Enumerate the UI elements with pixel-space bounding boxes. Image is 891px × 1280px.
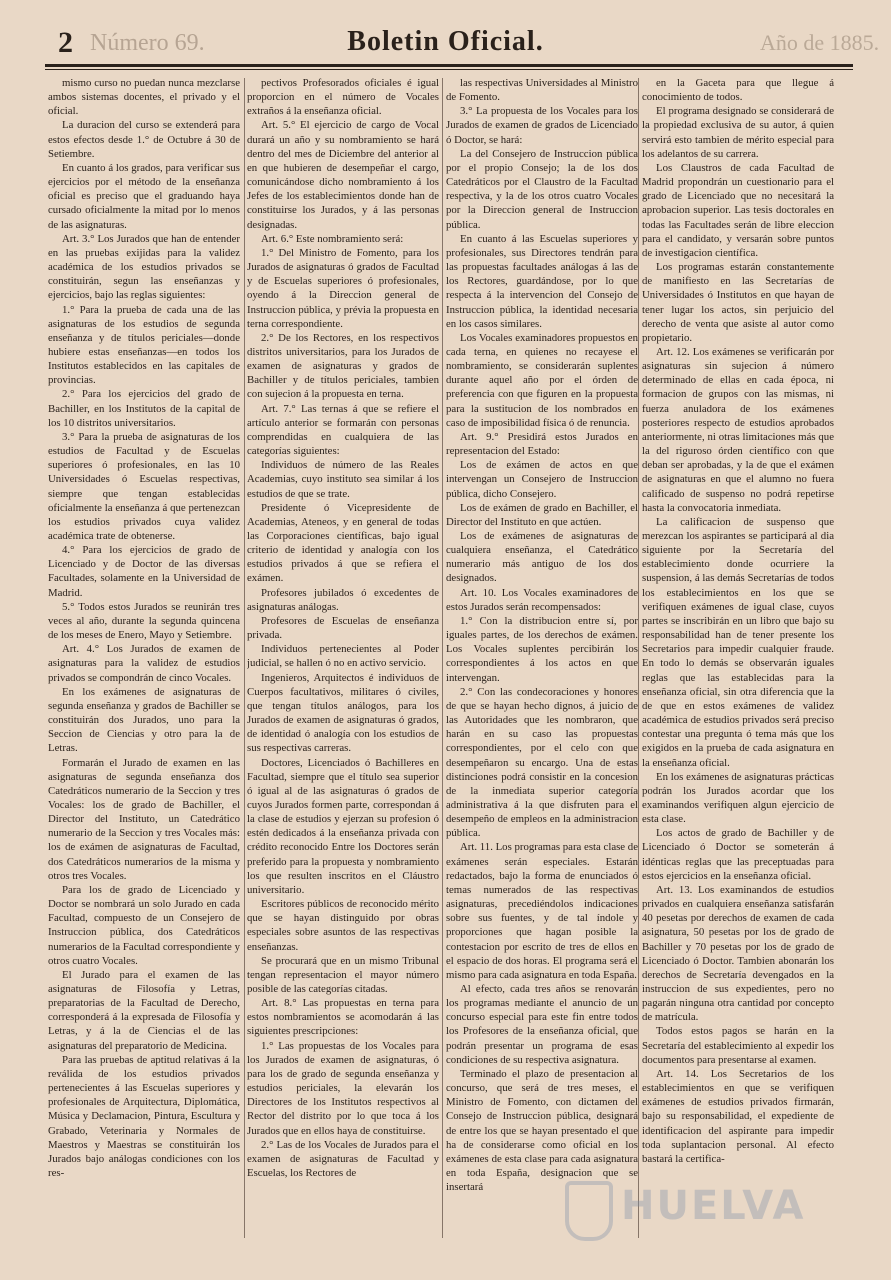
paragraph: pectivos Profesorados oficiales é igual proporcion en el número de Vocales extraños á la enseñanza oficial.	[247, 77, 439, 118]
paragraph: Art. 7.° Las ternas á que se refiere el artículo anterior se formarán con personas comprendidas en cualquiera de las categorías siguientes:	[247, 402, 439, 458]
paragraph: Art. 8.° Las propuestas en terna para estos nombramientos se acomodarán á las siguientes prescripciones:	[247, 997, 439, 1038]
paragraph: 1.° Del Ministro de Fomento, para los Jurados de asignaturas ó grados de Facultad y de Escuelas superiores ó profesionales, oyendo á la Direccion general de Instruccion pública, y prévia la propuesta en terna correspondiente.	[247, 246, 439, 330]
paragraph: 1.° Las propuestas de los Vocales para los Jurados de examen de asignaturas, ó para los de grado de segunda enseñanza y estudios periciales, la elevarán los Directores de los Institutos respectivos al Rector del distrito por lo que toca á los Jurados que en ellos haya de constituirse.	[247, 1039, 439, 1137]
paragraph: Para las pruebas de aptitud relativas á la reválida de los estudios privados pertenecientes á las Escuelas superiores y profesionales de Arquitectura, Diplomática, Música y Declamacion, Pintura, Escultura y Grabado, Veterinaria y Normales de Maestros y Maestras se constituirán los Jurados bajo análogas condiciones con los res-	[48, 1053, 240, 1180]
paragraph: El Jurado para el examen de las asignaturas de Filosofía y Letras, preparatorias de la Facultad de Derecho, corresponderá á la expresada de Filosofía y Letras, y á la de Ciencias el de las asignaturas del preparatorio de Medicina.	[48, 968, 240, 1052]
text-column-1	[48, 76, 240, 1236]
paragraph: Terminado el plazo de presentacion al concurso, que será de tres meses, el Ministro de Fomento, con dictamen del Consejo de Instruccion pública, designará de entre los que se hayan presentado el que ha de considerarse como oficial en los exámenes de esta clase para cada asignatura en toda España, designacion que se insertará	[446, 1067, 638, 1194]
paragraph: Art. 6.° Este nombramiento será:	[261, 232, 404, 245]
paragraph: Para los de grado de Licenciado y Doctor se nombrará un solo Jurado en cada Facultad, compuesto de un Consejero de Instruccion pública, dos Catedráticos numerarios de la Facultad correspondiente y otros cuatro Vocales.	[48, 883, 240, 967]
paragraph: Los de exámenes de asignaturas de cualquiera enseñanza, el Catedrático numerario más antiguo de los dos designados.	[446, 530, 638, 585]
paragraph: 3.° Para la prueba de asignaturas de los estudios de Facultad y de Escuelas superiores ó profesionales, en las 10 Universidades ó Escuelas respectivas, siempre que tengan establecidas oficialmente la enseñanza á que pertenezcan los estudios privados cuya validez académica trate de obtenerse.	[48, 430, 240, 542]
paragraph: 5.° Todos estos Jurados se reunirán tres veces al año, durante la segunda quincena de los meses de Enero, Mayo y Setiembre.	[48, 600, 240, 642]
paragraph: 1.° Con la distribucion entre sí, por iguales partes, de los derechos de exámen. Los Vocales suplentes percibirán los correspondientes á los actos en que intervengan.	[446, 614, 638, 684]
paragraph: las respectivas Universidades al Ministro de Fomento.	[446, 77, 638, 104]
paragraph: 4.° Para los ejercicios de grado de Licenciado y de Doctor de las diversas Facultades, solamente en la Universidad de Madrid.	[48, 544, 240, 599]
paragraph: Art. 13. Los examinandos de estudios privados en cualquiera enseñanza satisfarán 40 pesetas por derechos de examen de cada asignatura, 50 pesetas por los de grado de Bachiller y 70 pesetas por los de grado de Licenciado ó Doctor. Tambien abonarán los derechos de Secretaría devengados en la instruccion de sus expedientes, pero no pagarán ninguna otra cantidad por concepto de matrícula.	[642, 883, 834, 1024]
paragraph: El programa designado se considerará de la propiedad exclusiva de su autor, á quien servirá esto tambien de mérito especial para los adelantos de su carrera.	[642, 105, 834, 160]
column-separator	[442, 78, 443, 1238]
paragraph: Profesores de Escuelas de enseñanza privada.	[247, 614, 439, 642]
paragraph: 2.° Las de los Vocales de Jurados para el examen de asignaturas de Facultad y Escuelas, los Rectores de	[247, 1138, 439, 1180]
page-title: Boletin Oficial.	[347, 26, 544, 57]
paragraph: Art. 11. Los programas para esta clase de exámenes serán especiales. Estarán redactados, bajo la forma de enunciados ó temas numerados de las respectivas asignaturas, precediéndolos indicaciones sobre sus fuentes, y de tal índole y proporciones que hagan posible la contestacion por escrito de tres de ellos en el espacio de dos horas. El programa será el mismo para cada asignatura en toda España.	[446, 841, 638, 981]
paragraph: Se procurará que en un mismo Tribunal tengan representacion el mayor número posible de las categorías citadas.	[247, 954, 439, 995]
paragraph: Los de exámen de actos en que intervengan un Consejero de Instruccion pública, dicho Consejero.	[446, 459, 638, 500]
paragraph: Art. 9.° Presidirá estos Jurados en representacion del Estado:	[446, 430, 638, 458]
paragraph: Ingenieros, Arquitectos é individuos de Cuerpos facultativos, militares ó civiles, que tengan títulos análogos, para los Jurados de examen de asignaturas ó grados, de identidad ó analogía con los estudios de sus respectivas carreras.	[247, 671, 439, 755]
paragraph: en la Gaceta para que llegue á conocimiento de todos.	[642, 77, 834, 104]
paragraph: Todos estos pagos se harán en la Secretaría del establecimiento al expedir los documentos para presentarse al examen.	[642, 1025, 834, 1066]
paragraph: 1.° Para la prueba de cada una de las asignaturas de los estudios de segunda enseñanza y de títulos periciales—donde hubiere estas enseñanzas—en todos los Institutos establecidos en las capitales de provincias.	[48, 303, 240, 387]
paragraph: 2.° Con las condecoraciones y honores de que se hayan hecho dignos, á juicio de las Autoridades que les nombraron, que harán en su caso las propuestas correspondientes, por el celo con que desempeñaron su encargo. Una de estas distinciones podrá consistir en la concesion de la inmediata superior categoría administrativa á la que disfruten para el desempeño de empleos en la administracion pública.	[446, 685, 638, 840]
paragraph: Art. 3.° Los Jurados que han de entender en las pruebas exijidas para la validez académica de los estudios privados se constituirán, segun las enseñanzas y ejercicios, bajo las reglas siguientes:	[48, 232, 240, 302]
paragraph: Art. 14. Los Secretarios de los establecimientos en que se verifiquen exámenes de estudios privados firmarán, bajo su responsabilidad, el expediente de identificacion del aspirante para impedir toda suplantacion personal. Al efecto bastará la certifica-	[642, 1067, 834, 1165]
paragraph: Art. 12. Los exámenes se verificarán por asignaturas sin sujecion á número determinado de ellas en cada época, ni formacion de grupos con las mismas, ni fuerza anuladora de los exámenes posteriores respecto de estudios aprobados anteriormente, ni otras limitaciones más que la del riguroso órden científico con que deban ser aprobadas, y la de que el exámen de asignaturas en que el alumno no fuera calificado de suspenso no podrá repetirse hasta la convocatoria inmediata.	[642, 345, 834, 514]
paragraph: 2.° Para los ejercicios del grado de Bachiller, en los Institutos de la capital de los 10 distritos universitarios.	[48, 388, 240, 429]
archive-watermark	[565, 1175, 865, 1255]
paragraph: Doctores, Licenciados ó Bachilleres en Facultad, siempre que el título sea superior ó igual al de las asignaturas ó grados de cuyos Jurados formen parte, correspondan á la clase de estudios y ejerzan su profesion ó estén dedicados á la enseñanza privada con crédito reconocido Entre los Doctores serán preferido para la propuesta y nombramiento los que resulten inscritos en el Cláustro universitario.	[247, 756, 439, 896]
paragraph: Los Vocales examinadores propuestos en cada terna, en quienes no recayese el nombramiento, se considerarán suplentes durante aquel año por el órden de preferencia con que figuren en la propuesta para la sustitucion de los nombrados en caso de imposibilidad física ó de renuncia.	[446, 331, 638, 429]
paragraph: Individuos pertenecientes al Poder judicial, se hallen ó no en activo servicio.	[247, 643, 439, 670]
text-column-2	[247, 76, 439, 1236]
bleed-through-issue-number: Número 69.	[90, 30, 205, 56]
paragraph: Al efecto, cada tres años se renovarán los programas mediante el anuncio de un concurso especial para este fin entre todos los Profesores de la enseñanza oficial, que podrán presentar un programa de esas condiciones de su respectiva asignatura.	[446, 983, 638, 1066]
paragraph: Profesores jubilados ó excedentes de asignaturas análogas.	[247, 586, 439, 613]
paragraph: Art. 5.° El ejercicio de cargo de Vocal durará un año y su nombramiento se hará dentro del mes de Diciembre del anterior al en que hubieren de desempeñar el cargo, comunicándose dicho nombramiento á los Jefes de los establecimientos donde han de constituirse los Jurados, y á las personas designadas.	[247, 119, 439, 231]
paragraph: 2.° De los Rectores, en los respectivos distritos universitarios, para los Jurados de examen de asignaturas y grados de Bachiller y de títulos periciales, tambien con sujecion á la propuesta en terna.	[247, 331, 439, 401]
paragraph: Los actos de grado de Bachiller y de Licenciado ó Doctor se someterán á idénticas reglas que las preceptuadas para estos ejercicios en la enseñanza oficial.	[642, 827, 834, 882]
paragraph: En los exámenes de asignaturas de segunda enseñanza y grados de Bachiller se constituirán dos Jurados, uno para la Seccion de Ciencias y otro para la de Letras.	[48, 685, 240, 755]
text-column-4	[642, 76, 834, 1236]
paragraph: Art. 10. Los Vocales examinadores de estos Jurados serán recompensados:	[446, 586, 638, 613]
paragraph: En cuanto á las Escuelas superiores y profesionales, sus Directores tendrán para las propuestas facultades análogas á las de los Rectores, guardándose, por lo que respecta á la intervencion del Consejo de Instruccion pública, la identidad necesaria en los casos similares.	[446, 232, 638, 330]
column-separator	[244, 78, 245, 1238]
paragraph: En cuanto á los grados, para verificar sus ejercicios por el método de la enseñanza oficial es preciso que el graduando haya cursado oficialmente la mitad por lo menos de las asignaturas.	[48, 161, 240, 231]
paragraph: Presidente ó Vicepresidente de Academias, Ateneos, y en general de todas las Corporaciones científicas, bajo igual criterio de identidad y analogía con los estudios privados á que se refiera el exámen.	[247, 501, 439, 585]
paragraph: Los de exámen de grado en Bachiller, el Director del Instituto en que actúen.	[446, 501, 638, 528]
paragraph: Los programas estarán constantemente de manifiesto en las Secretarías de Universidades ó Institutos en que hayan de tener lugar los actos, sin perjuicio del derecho de venta que asiste al autor como propietario.	[642, 261, 834, 344]
shield-icon	[565, 1181, 613, 1241]
paragraph: La del Consejero de Instruccion pública por el propio Consejo; la de los dos Catedráticos por el Claustro de la Facultad respectiva, y la de los otros cuatro Vocales por la Direccion general de Instruccion pública.	[446, 147, 638, 231]
page-number: 2	[58, 26, 73, 59]
watermark-text: HUELVA	[621, 1183, 806, 1229]
paragraph: En los exámenes de asignaturas prácticas podrán los Jurados acordar que los examinandos verifiquen algun ejercicio de esta clase.	[642, 770, 834, 826]
paragraph: La duracion del curso se extenderá para estos efectos desde 1.° de Octubre á 30 de Setiembre.	[48, 119, 240, 160]
paragraph: Los Claustros de cada Facultad de Madrid propondrán un cuestionario para el grado de Licenciado que no necesitará la aprobacion superior. Las tesis doctorales en todas las Facultades serán de libre eleccion para el candidato, y versarán sobre puntos de investigacion científica.	[642, 161, 834, 259]
paragraph: Art. 4.° Los Jurados de examen de asignaturas para la validez de estudios privados se compondrán de cinco Vocales.	[48, 643, 240, 684]
bleed-through-year: Año de 1885.	[760, 30, 880, 55]
header-rule-thin	[45, 69, 853, 70]
paragraph: mismo curso no puedan nunca mezclarse ambos sistemas docentes, el privado y el oficial.	[48, 77, 240, 118]
paragraph: Formarán el Jurado de examen en las asignaturas de segunda enseñanza dos Catedráticos numerario de la Seccion y tres Vocales: los de grado de Bachiller, el Director del Instituto, un Catedrático numerario de la Seccion y tres Vocales más: los de exámen de asignaturas de Facultad, dos Catedráticos numerarios de la misma y otros tres Vocales.	[48, 756, 240, 882]
paragraph: La calificacion de suspenso que merezcan los aspirantes se participará al dia siguiente por la Secretaría del establecimiento donde ocurriere la suspension, á las demás Secretarías de todos los establecimientos en los que se verifiquen exámenes de igual clase, cuyos partes se inscribirán en un libro que bajo su responsabilidad han de tener presente los Secretarios para impedir cualquier fraude. En todo lo demás se observarán iguales reglas que las establecidas para la enseñanza oficial, sin otra diferencia que la de que en estos exámenes de validez académica de estudios privados será preciso contestar una pregunta ó tema más que los exigidos en la prueba de cada asignatura en la enseñanza oficial.	[642, 515, 834, 769]
column-separator	[638, 78, 639, 1238]
paragraph: 3.° La propuesta de los Vocales para los Jurados de examen de grados de Licenciado ó Doctor, se hará:	[446, 105, 638, 146]
paragraph: Individuos de número de las Reales Academias, cuyo instituto sea similar á los estudios de que se trate.	[247, 459, 439, 500]
text-column-3	[446, 76, 638, 1236]
paragraph: Escritores públicos de reconocido mérito que se hayan distinguido por obras especiales sobre asuntos de las respectivas enseñanzas.	[247, 898, 439, 953]
header-rule	[45, 64, 853, 67]
